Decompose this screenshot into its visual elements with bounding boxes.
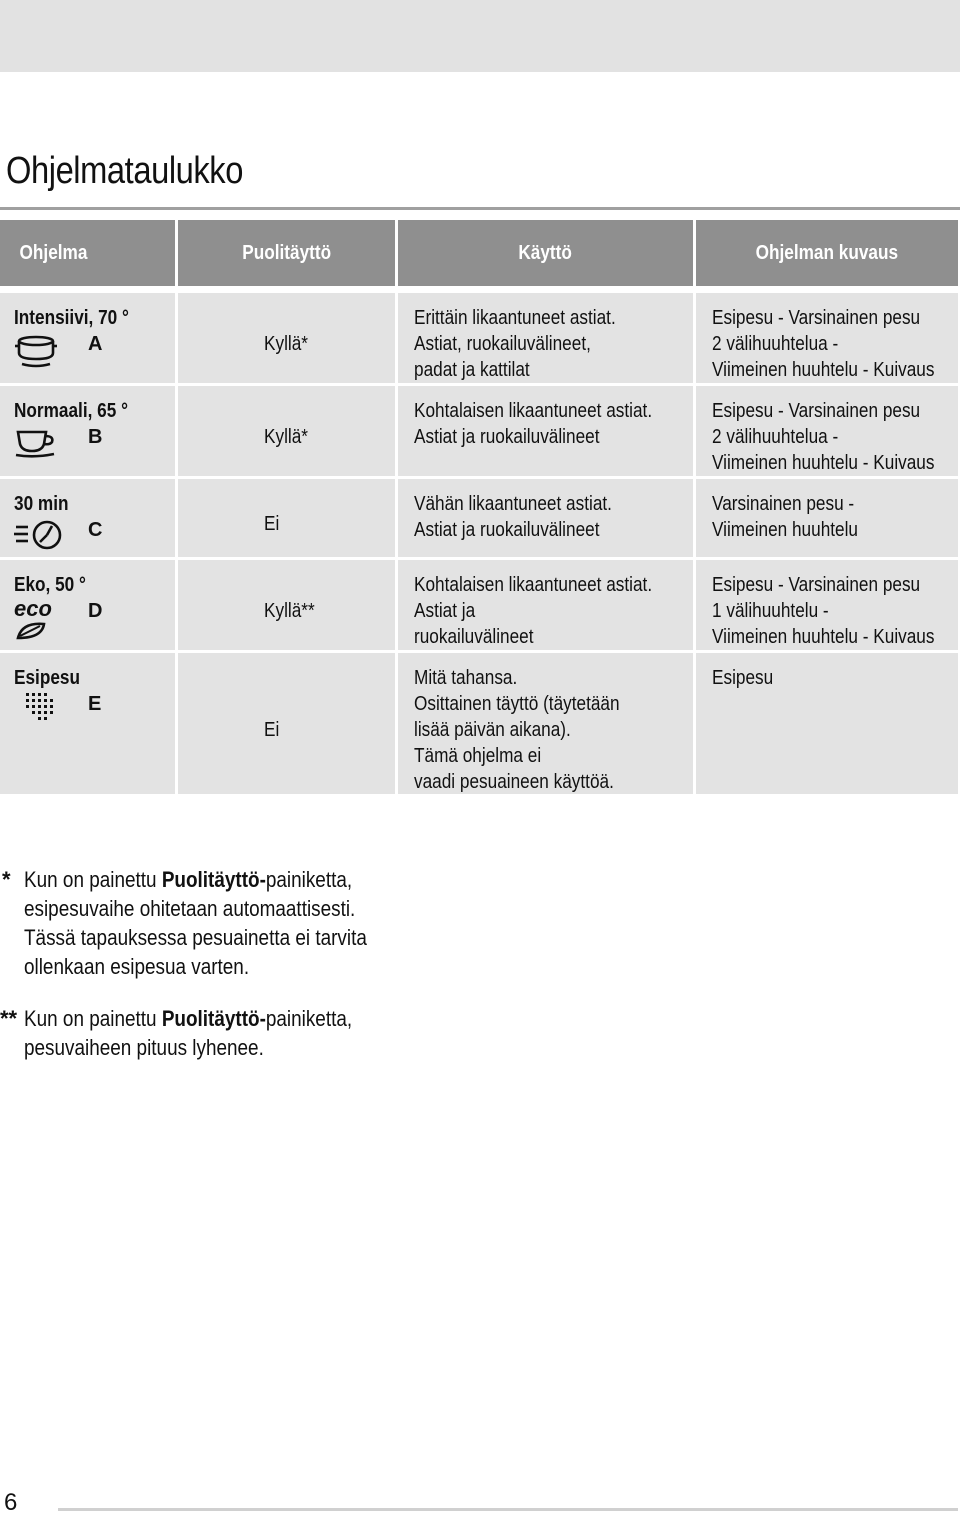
program-cell [0, 653, 178, 795]
program-letter: E [88, 693, 102, 715]
header-program: Ohjelma [0, 220, 178, 286]
half-load-cell: Ei [178, 479, 398, 557]
top-gray-band [0, 0, 960, 72]
eco-leaf-icon [14, 598, 64, 649]
program-table [0, 220, 958, 797]
header-description: Ohjelman kuvaus [755, 241, 899, 264]
half-load-cell: Kyllä** [178, 560, 398, 650]
program-cell [0, 293, 178, 383]
quick-clock-icon [14, 517, 68, 558]
description-cell: Varsinainen pesu - Viimeinen huuhtelu [712, 493, 858, 541]
program-cell [0, 479, 178, 557]
program-letter: A [88, 333, 103, 355]
prewash-dots-icon [26, 693, 56, 728]
use-cell: Mitä tahansa. Osittainen täyttö (täytetään lisää päivän aikana). Tämä ohjelma ei vaadi pesuaineen käyttöä. [398, 653, 696, 795]
use-cell: Vähän likaantuneet astiat. Astiat ja ruokailuvälineet [398, 479, 696, 557]
page-number: 6 [4, 1489, 18, 1516]
description-cell: Esipesu - Varsinainen pesu 2 välihuuhtelua - Viimeinen huuhtelu - Kuivaus [712, 307, 935, 381]
program-cell [0, 560, 178, 650]
header-use: Käyttö [398, 220, 696, 286]
header-half-load: Puolitäyttö [178, 220, 398, 286]
use-cell: Kohtalaisen likaantuneet astiat. Astiat ja ruokailuvälineet [398, 560, 696, 650]
description-cell: Esipesu - Varsinainen pesu 2 välihuuhtelua - Viimeinen huuhtelu - Kuivaus [712, 400, 935, 474]
pot-icon [14, 333, 58, 376]
half-load-cell: Kyllä* [178, 293, 398, 383]
program-name: Esipesu [14, 667, 80, 689]
program-name: 30 min [14, 493, 69, 515]
table-row [0, 560, 958, 650]
program-letter: C [88, 519, 103, 541]
program-name: Intensiivi, 70 ° [14, 307, 129, 329]
footnote-double-star: ** Kun on painettu Puolitäyttö-painiketta, pesuvaiheen pituus lyhenee. [0, 1006, 353, 1060]
svg-text:eco: eco [14, 598, 52, 621]
cup-icon [14, 428, 60, 465]
program-name: Eko, 50 ° [14, 574, 86, 596]
footer-rule [58, 1508, 958, 1511]
program-name: Normaali, 65 ° [14, 400, 128, 422]
footnote-single-star: * Kun on painettu Puolitäyttö-painiketta, esipesuvaihe ohitetaan automaattisesti. Tässä tapauksessa pesuainetta ei tarvita ollenkaan esipesua varten. [2, 867, 367, 979]
program-letter: B [88, 426, 103, 448]
page-title: Ohjelmataulukko [6, 150, 243, 192]
table-row [0, 293, 958, 383]
footnotes [0, 865, 423, 1085]
title-rule [0, 207, 960, 210]
table-row [0, 386, 958, 476]
program-cell [0, 386, 178, 476]
table-row [0, 479, 958, 557]
description-cell: Esipesu [712, 667, 774, 689]
use-cell: Kohtalaisen likaantuneet astiat. Astiat ja ruokailuvälineet [398, 386, 696, 476]
half-load-cell: Kyllä* [178, 386, 398, 476]
use-cell: Erittäin likaantuneet astiat. Astiat, ruokailuvälineet, padat ja kattilat [398, 293, 696, 383]
table-row [0, 653, 958, 794]
program-letter: D [88, 600, 103, 622]
table-header [0, 220, 958, 286]
footnote-mark: ** [0, 1006, 18, 1031]
half-load-cell: Ei [178, 653, 398, 795]
description-cell: Esipesu - Varsinainen pesu 1 välihuuhtelu - Viimeinen huuhtelu - Kuivaus [712, 574, 935, 648]
footnote-mark: * [2, 867, 11, 892]
